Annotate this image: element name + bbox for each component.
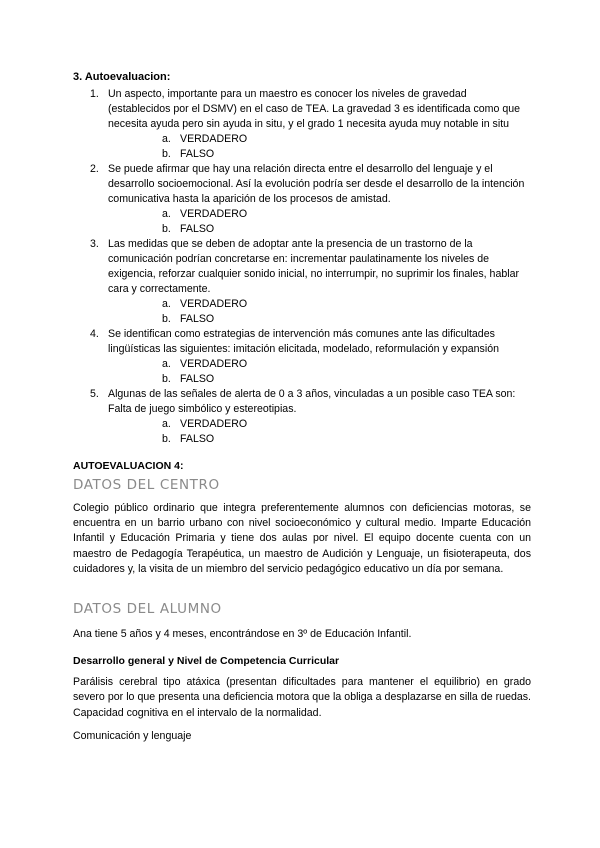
option-item (108, 417, 531, 432)
option-letter: b. (162, 433, 171, 445)
option-list (108, 207, 531, 237)
option-label: VERDADERO (180, 133, 248, 145)
question-list (73, 87, 531, 447)
option-label: FALSO (180, 313, 215, 325)
option-letter: a. (162, 358, 171, 370)
question-item (73, 87, 531, 162)
option-label: VERDADERO (180, 418, 248, 430)
option-list (108, 132, 531, 162)
centro-heading: DATOS DEL CENTRO (73, 477, 220, 493)
question-text: Algunas de las señales de alerta de 0 a 3 años, vinculadas a un posible caso TEA son: Falta de juego simbólico y estereotipias. (108, 388, 516, 415)
alumno-intro: Ana tiene 5 años y 4 meses, encontrándose en 3º de Educación Infantil. (73, 628, 412, 641)
comunicacion-label: Comunicación y lenguaje (73, 729, 192, 742)
option-item (108, 432, 531, 447)
option-letter: b. (162, 313, 171, 325)
question-number: 1. (90, 88, 99, 100)
option-letter: b. (162, 223, 171, 235)
option-label: FALSO (180, 148, 215, 160)
option-list (108, 357, 531, 387)
alumno-heading: DATOS DEL ALUMNO (73, 601, 222, 618)
desarrollo-subheading: Desarrollo general y Nivel de Competencia Curricular (73, 655, 340, 668)
option-list (108, 417, 531, 447)
question-text: Se identifican como estrategias de intervención más comunes ante las dificultades lingüísticas las siguientes: imitación elicitada, modelado, reformulación y expansión (108, 328, 499, 355)
question-text: Las medidas que se deben de adoptar ante la presencia de un trastorno de la comunicación podrían concretarse en: incrementar paulatinamente los niveles de exigencia, reforzar cualquier sonido inicial, no interrumpir, no suprimir los finales, hablar cara y correctamente. (108, 238, 519, 295)
question-text: Un aspecto, importante para un maestro es conocer los niveles de gravedad (establecidos por el DSMV) en el caso de TEA. La gravedad 3 es identificada como que necesita ayuda pero sin ayuda in situ, y el grado 1 necesita ayuda muy notable in situ (108, 88, 521, 130)
autoevaluacion-4-title: AUTOEVALUACION 4: (73, 460, 184, 472)
option-letter: a. (162, 418, 171, 430)
option-list (108, 297, 531, 327)
question-item (73, 327, 531, 387)
option-item (108, 207, 531, 222)
option-item (108, 312, 531, 327)
question-item (73, 237, 531, 327)
option-item (108, 372, 531, 387)
option-letter: b. (162, 148, 171, 160)
question-number: 5. (90, 388, 99, 400)
option-letter: a. (162, 208, 171, 220)
centro-paragraph: Colegio público ordinario que integra preferentemente alumnos con deficiencias motoras, se encuentra en un barrio urbano con nivel socioeconómico y cultural medio. Imparte Educación Infantil y Educación Primaria y tiene dos aulas por nivel. El equipo docente cuenta con un maestro de Pedagogía Terapéutica, un maestro de Audición y Lenguaje, un fisioterapeuta, dos cuidadores y, la visita de un miembro del servicio pedagógico educativo un día por semana. (73, 502, 531, 575)
section-title: 3. Autoevaluacion: (73, 71, 171, 83)
desarrollo-paragraph: Parálisis cerebral tipo atáxica (presentan dificultades para mantener el equilibrio) en grado severo por lo que presenta una deficiencia motora que la obliga a desplazarse en silla de ruedas. Capacidad cognitiva en el intervalo de la normalidad. (73, 676, 531, 719)
option-item (108, 222, 531, 237)
option-label: VERDADERO (180, 208, 248, 220)
question-number: 4. (90, 328, 99, 340)
option-item (108, 147, 531, 162)
question-text: Se puede afirmar que hay una relación directa entre el desarrollo del lenguaje y el desarrollo socioemocional. Así la evolución podría ser desde el desarrollo de la intención comunicativa hasta la aparición de los procesos de amistad. (108, 163, 525, 205)
question-item (73, 387, 531, 447)
option-label: VERDADERO (180, 358, 248, 370)
option-label: FALSO (180, 223, 215, 235)
question-number: 3. (90, 238, 99, 250)
option-label: FALSO (180, 373, 215, 385)
option-item (108, 132, 531, 147)
option-letter: a. (162, 298, 171, 310)
option-item (108, 297, 531, 312)
document-page (73, 70, 531, 744)
option-label: VERDADERO (180, 298, 248, 310)
option-label: FALSO (180, 433, 215, 445)
option-letter: b. (162, 373, 171, 385)
option-letter: a. (162, 133, 171, 145)
option-item (108, 357, 531, 372)
question-number: 2. (90, 163, 99, 175)
question-item (73, 162, 531, 237)
